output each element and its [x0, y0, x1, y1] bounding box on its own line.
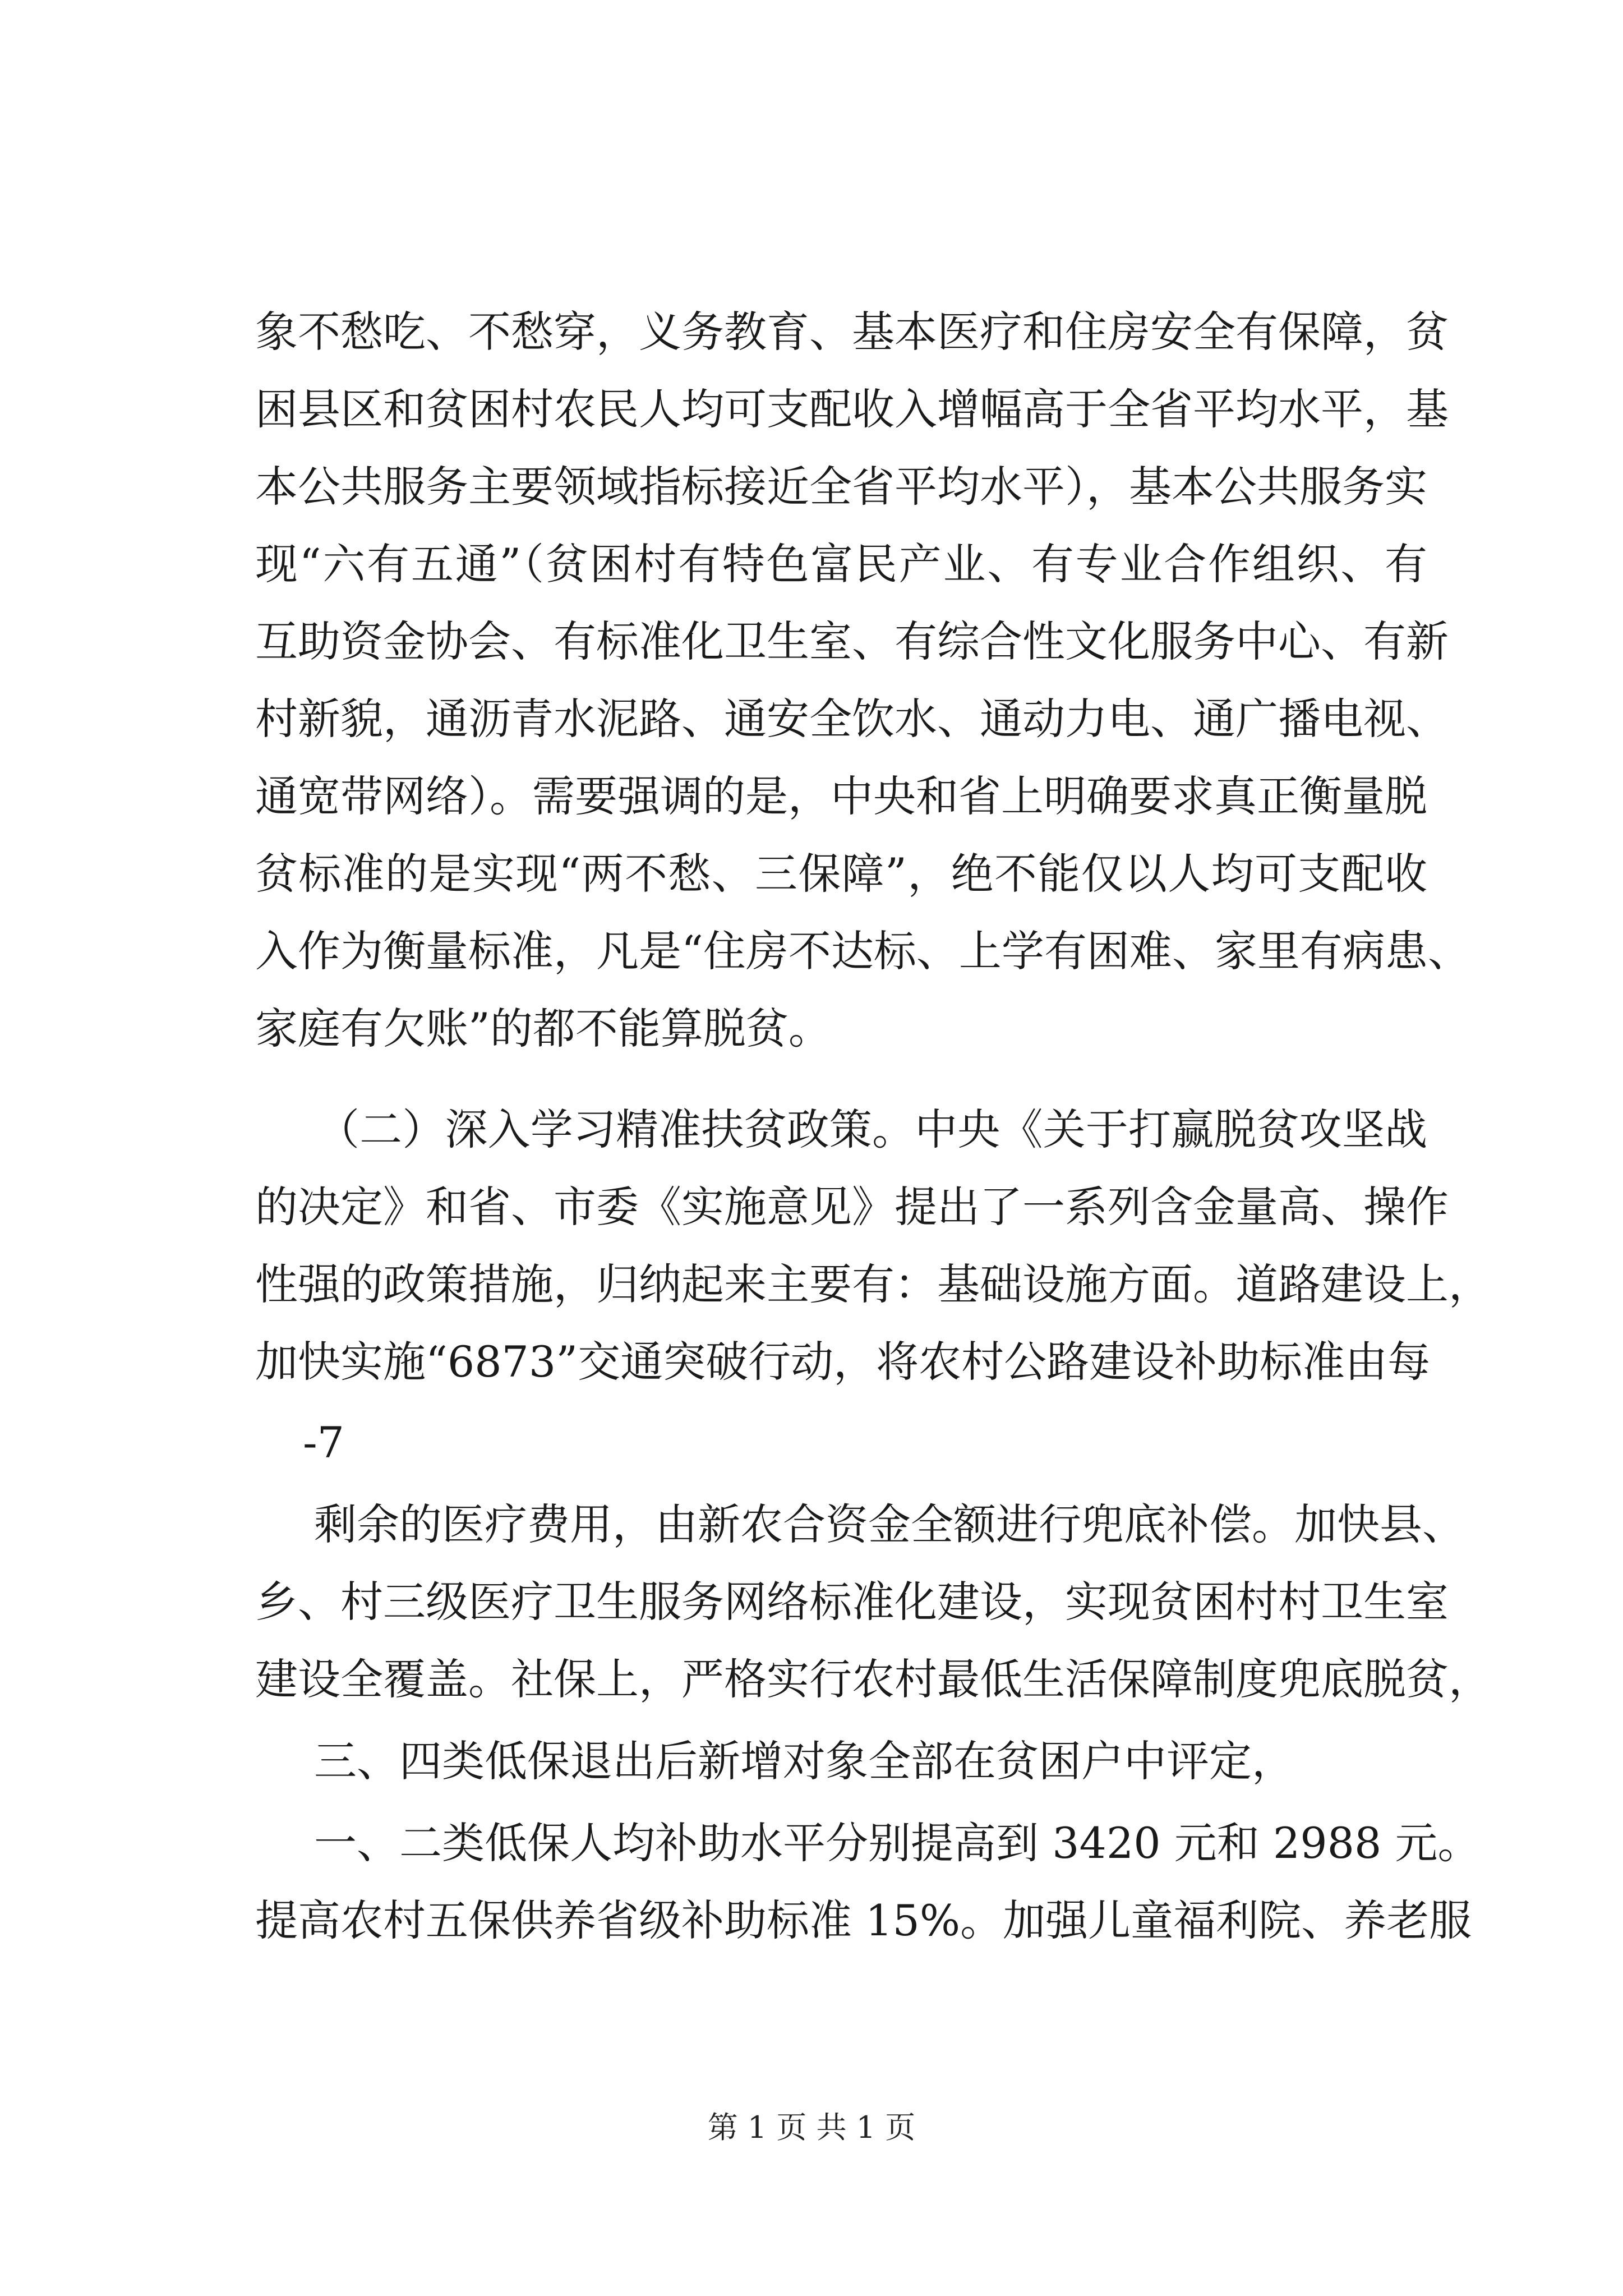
text-line: 贫标准的是实现“两不愁、三保障”，绝不能仅以人均可支配收 [255, 849, 1427, 899]
text-line: 家庭有欠账”的都不能算脱贫。 [255, 1004, 831, 1053]
text-line: 性强的政策措施，归纳起来主要有：基础设施方面。道路建设上， [255, 1259, 1491, 1309]
section-heading-line: （二）深入学习精准扶贫政策。中央《关于打赢脱贫攻坚战 [317, 1105, 1427, 1154]
text-line: 的决定》和省、市委《实施意见》提出了一系列含金量高、操作 [255, 1182, 1449, 1232]
text-line: 三、四类低保退出后新增对象全部在贫困户中评定， [314, 1736, 1294, 1786]
text-line: 象不愁吃、不愁穿，义务教育、基本医疗和住房安全有保障，贫 [255, 307, 1449, 357]
text-line: 一、二类低保人均补助水平分别提高到 3420 元和 2988 元。 [314, 1818, 1481, 1868]
text-line: 建设全覆盖。社保上，严格实行农村最低生活保障制度兜底脱贫， [255, 1654, 1491, 1704]
text-line: 加快实施“6873”交通突破行动，将农村公路建设补助标准由每 [255, 1337, 1431, 1387]
page-marker: -7 [303, 1418, 345, 1467]
page-footer: 第 1 页 共 1 页 [707, 2110, 916, 2145]
text-line: 剩余的医疗费用，由新农合资金全额进行兜底补偿。加快县、 [314, 1499, 1465, 1549]
text-line: 现“六有五通”（贫困村有特色富民产业、有专业合作组织、有 [255, 539, 1427, 589]
text-line: 困县区和贫困村农民人均可支配收入增幅高于全省平均水平，基 [255, 384, 1449, 434]
text-line: 互助资金协会、有标准化卫生室、有综合性文化服务中心、有新 [255, 616, 1449, 666]
text-line: 乡、村三级医疗卫生服务网络标准化建设，实现贫困村村卫生室 [255, 1577, 1449, 1627]
text-line: 本公共服务主要领域指标接近全省平均水平），基本公共服务实 [255, 462, 1427, 512]
text-line: 提高农村五保供养省级补助标准 15%。加强儿童福利院、养老服 [255, 1895, 1472, 1945]
text-line: 村新貌，通沥青水泥路、通安全饮水、通动力电、通广播电视、 [255, 694, 1449, 744]
text-line: 通宽带网络）。需要强调的是，中央和省上明确要求真正衡量脱 [255, 771, 1427, 821]
text-line: 入作为衡量标准，凡是“住房不达标、上学有困难、家里有病患、 [255, 926, 1470, 976]
